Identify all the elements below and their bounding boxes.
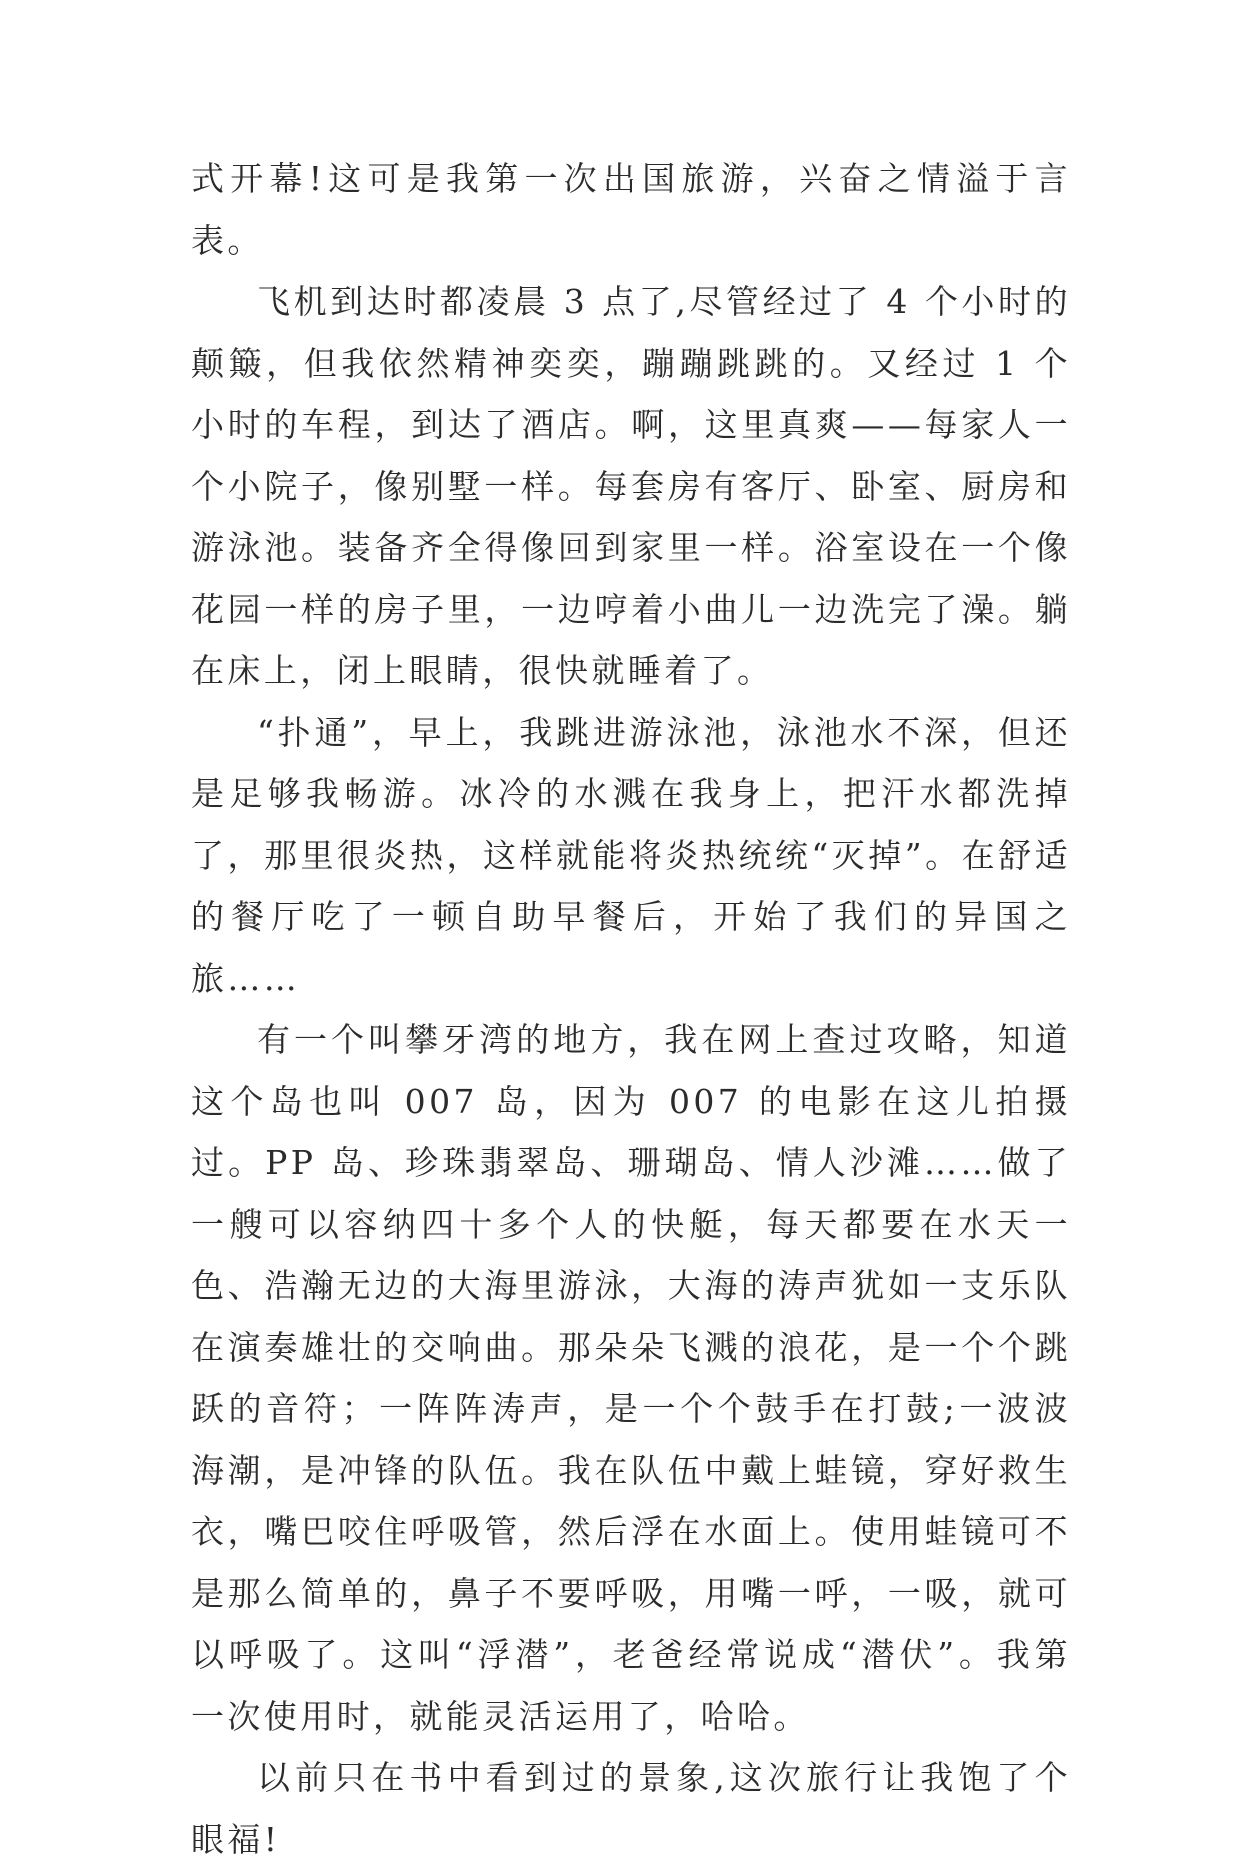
paragraph-closing: 以前只在书中看到过的景象,这次旅行让我饱了个眼福! [191, 1758, 1071, 1859]
paragraph-arrival-hotel: 飞机到达时都凌晨 3 点了,尽管经过了 4 个小时的颠簸，但我依然精神奕奕，蹦蹦跳跳的。又经过 1 个小时的车程，到达了酒店。啊，这里真爽——每家人一个小院子，像别墅一样。每套房有客厅、卧室、厨房和游泳池。装备齐全得像回到家里一样。浴室设在一个像花园一样的房子里，一边哼着小曲儿一边洗完了澡。躺在床上，闭上眼睛，很快就睡着了。 [191, 282, 1071, 690]
paragraph-morning-swim: “扑通”，早上，我跳进游泳池，泳池水不深，但还是足够我畅游。冰冷的水溅在我身上，把汗水都洗掉了，那里很炎热，这样就能将炎热统统“灭掉”。在舒适的餐厅吃了一顿自助早餐后，开始了我们的异国之旅…… [191, 712, 1071, 998]
essay-body [191, 148, 1071, 1870]
paragraph-island-snorkeling: 有一个叫攀牙湾的地方，我在网上查过攻略，知道这个岛也叫 007 岛，因为 007 的电影在这儿拍摄过。PP 岛、珍珠翡翠岛、珊瑚岛、情人沙滩……做了一艘可以容纳四十多个人的快艇，每天都要在水天一色、浩瀚无边的大海里游泳，大海的涛声犹如一支乐队在演奏雄壮的交响曲。那朵朵飞溅的浪花，是一个个跳跃的音符；一阵阵涛声，是一个个鼓手在打鼓;一波波海潮，是冲锋的队伍。我在队伍中戴上蛙镜，穿好救生衣，嘴巴咬住呼吸管，然后浮在水面上。使用蛙镜可不是那么简单的，鼻子不要呼吸，用嘴一呼，一吸，就可以呼吸了。这叫“浮潜”，老爸经常说成“潜伏”。我第一次使用时，就能灵活运用了，哈哈。 [191, 1020, 1071, 1736]
paragraph-continued-opening: 式开幕!这可是我第一次出国旅游，兴奋之情溢于言表。 [191, 159, 1071, 260]
